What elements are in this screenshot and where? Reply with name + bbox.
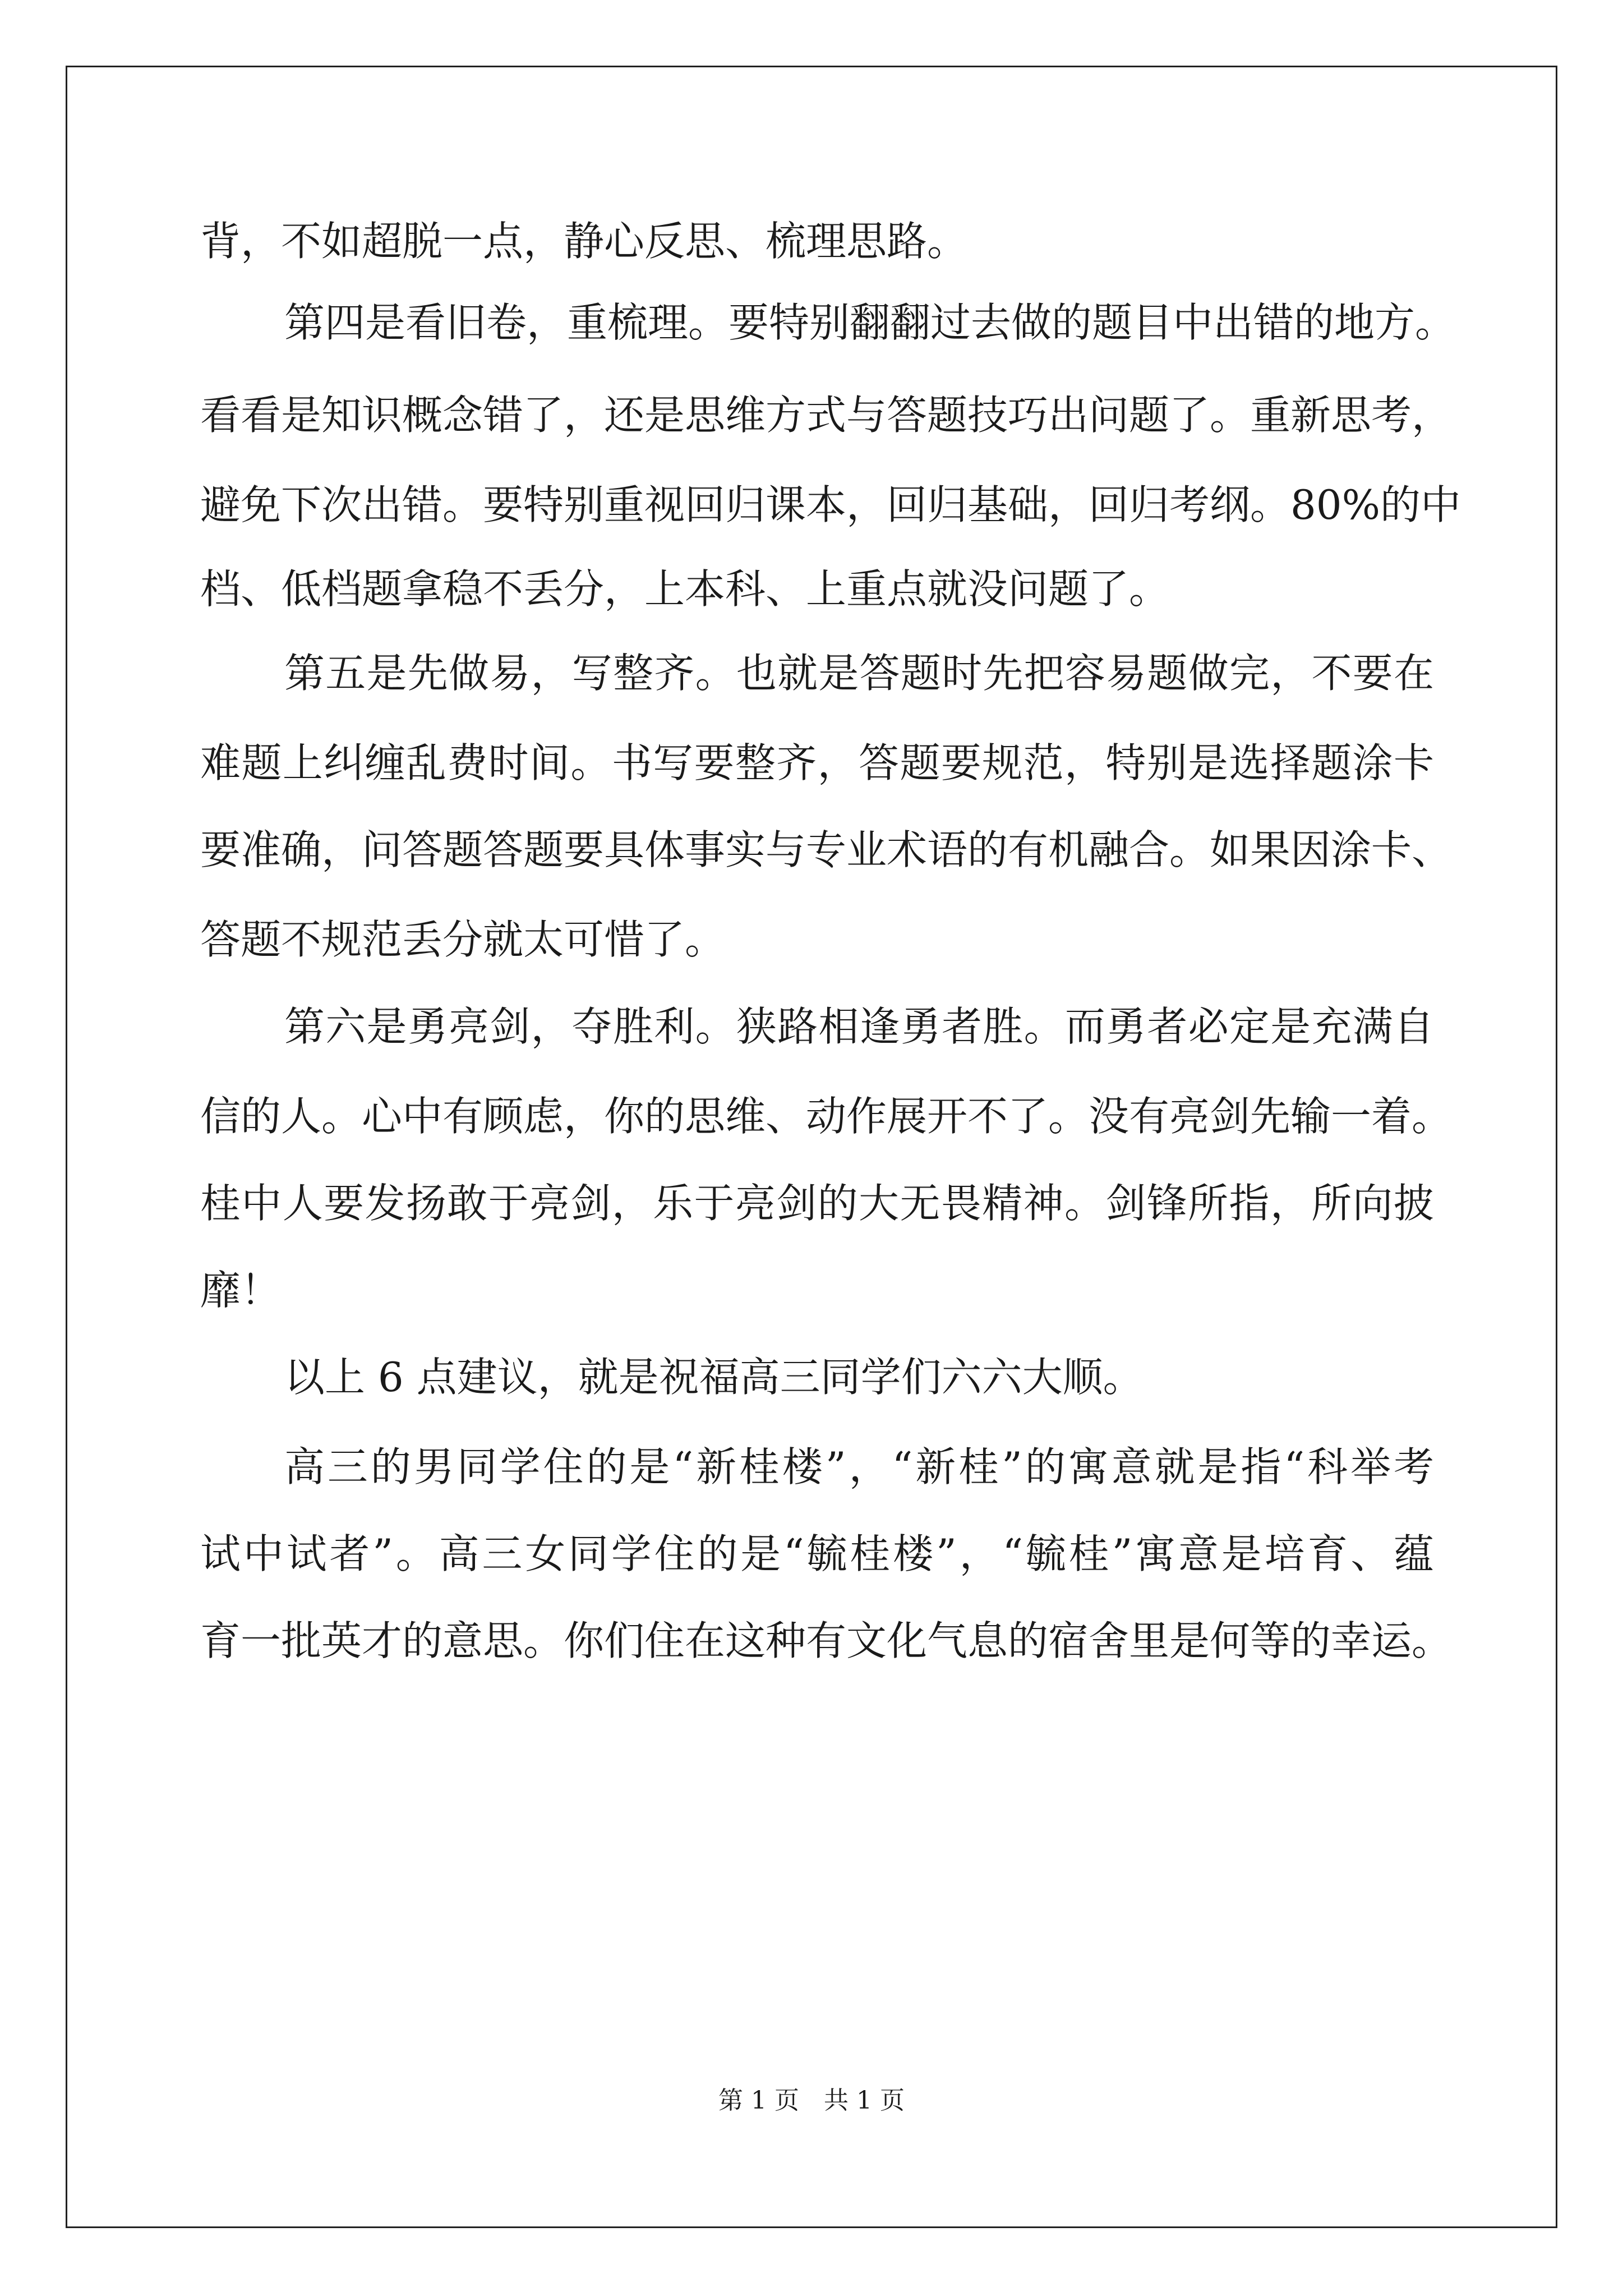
- body-line-3: 看看是知识概念错了，还是思维方式与答题技巧出问题了。重新思考，: [200, 392, 1453, 439]
- body-line-1: 背，不如超脱一点，静心反思、梳理思路。: [200, 218, 968, 265]
- body-line-4: 避免下次出错。要特别重视回归课本，回归基础，回归考纲。80%的中: [200, 481, 1461, 528]
- page-number-current: 第 1 页: [718, 2086, 799, 2115]
- body-line-11: 信的人。心中有顾虑，你的思维、动作展开不了。没有亮剑先输一着。: [200, 1093, 1453, 1140]
- body-line-15: 高三的男同学住的是“新桂楼”，“新桂”的寓意就是指“科举考: [284, 1443, 1434, 1490]
- body-line-14: 以上 6 点建议，就是祝福高三同学们六六大顺。: [284, 1354, 1144, 1401]
- body-line-12: 桂中人要发扬敢于亮剑，乐于亮剑的大无畏精神。剑锋所指，所向披: [200, 1180, 1434, 1227]
- body-line-13: 靡！: [200, 1267, 282, 1314]
- body-line-7: 难题上纠缠乱费时间。书写要整齐，答题要规范，特别是选择题涂卡: [200, 739, 1434, 786]
- body-line-16: 试中试者”。高三女同学住的是“毓桂楼”，“毓桂”寓意是培育、蕴: [200, 1530, 1434, 1577]
- body-line-10: 第六是勇亮剑，夺胜利。狭路相逢勇者胜。而勇者必定是充满自: [284, 1003, 1434, 1050]
- body-line-17: 育一批英才的意思。你们住在这种有文化气息的宿舍里是何等的幸运。: [200, 1617, 1453, 1664]
- body-line-5: 档、低档题拿稳不丢分，上本科、上重点就没问题了。: [200, 565, 1170, 613]
- body-line-6: 第五是先做易，写整齐。也就是答题时先把容易题做完，不要在: [284, 650, 1434, 697]
- body-line-2: 第四是看旧卷，重梳理。要特别翻翻过去做的题目中出错的地方。: [284, 299, 1456, 346]
- body-line-9: 答题不规范丢分就太可惜了。: [200, 916, 726, 963]
- body-line-8: 要准确，问答题答题要具体事实与专业术语的有机融合。如果因涂卡、: [200, 826, 1453, 873]
- page-footer: [0, 2084, 1623, 2118]
- page-number-total: 共 1 页: [824, 2086, 905, 2115]
